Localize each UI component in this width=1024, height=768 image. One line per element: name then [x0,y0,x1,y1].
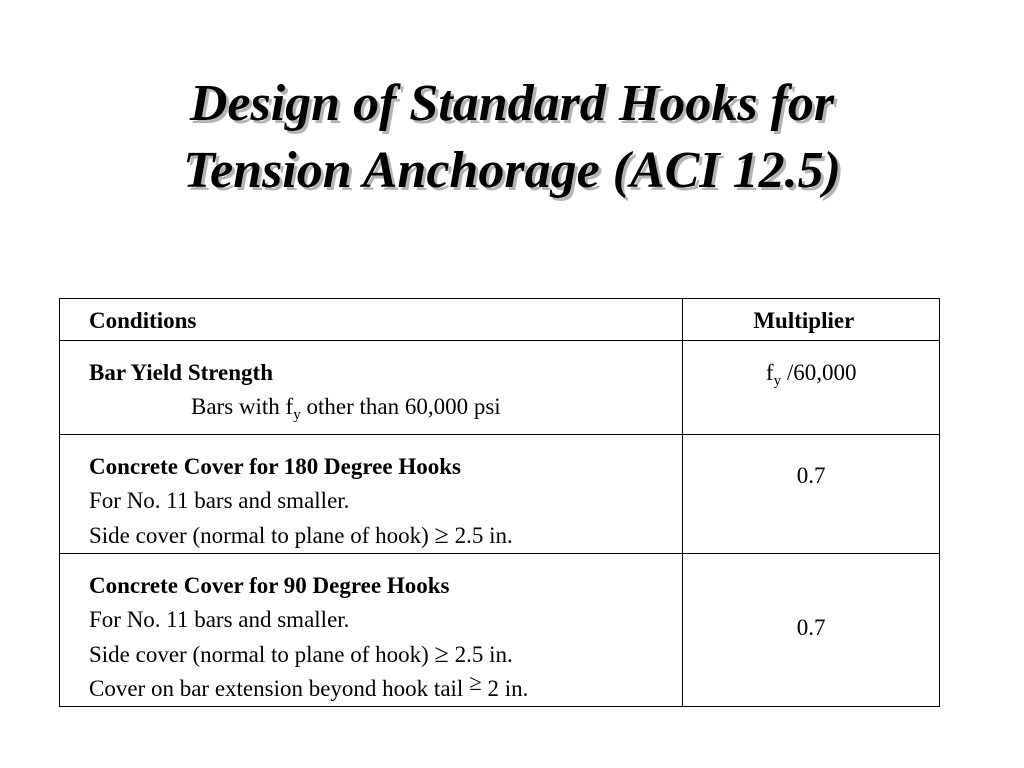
condition-text: Side cover (normal to plane of hook) [89,523,435,548]
condition-detail [89,390,682,424]
table-row [60,341,940,435]
multiplier-text: /60,000 [781,360,857,385]
condition-cell [60,435,683,554]
condition-cell [60,341,683,435]
header-conditions: Conditions [60,299,683,341]
row-heading: Concrete Cover for 180 Degree Hooks [89,454,461,479]
multiplier-value: 0.7 [796,615,826,640]
condition-line [89,672,682,706]
title-line-2: Tension Anchorage (ACI 12.5) [183,142,841,199]
detail-text: Bars with f [191,394,294,419]
table-header-row [60,299,940,341]
table-row [60,435,940,554]
condition-line: For No. 11 bars and smaller. [89,607,350,632]
greater-equal-symbol: ≥ [434,639,449,668]
multiplier-cell [683,435,940,554]
condition-text: Side cover (normal to plane of hook) [89,642,435,667]
header-multiplier: Multiplier [683,299,940,341]
condition-text: 2 in. [481,676,529,701]
multiplier-cell [683,554,940,707]
row-heading: Bar Yield Strength [89,360,274,385]
greater-equal-symbol: ≥ [434,520,449,549]
condition-line [89,518,682,553]
multiplier-cell [683,341,940,435]
slide-title [0,70,1024,204]
detail-text: other than 60,000 psi [300,394,501,419]
hook-multiplier-table [59,298,940,707]
greater-equal-symbol: ≥ [469,670,482,695]
multiplier-value: 0.7 [796,463,826,488]
subscript: y [293,407,301,423]
condition-text: Cover on bar extension beyond hook tail [89,676,470,701]
condition-cell [60,554,683,707]
condition-text: 2.5 in. [448,642,513,667]
multiplier-text: f [765,360,774,385]
multiplier-value [765,360,857,389]
condition-line: For No. 11 bars and smaller. [89,488,350,513]
subscript: y [773,373,782,389]
title-line-1: Design of Standard Hooks for [189,75,835,132]
condition-text: 2.5 in. [448,523,513,548]
condition-line [89,637,682,672]
table-row [60,554,940,707]
row-heading: Concrete Cover for 90 Degree Hooks [89,573,450,598]
